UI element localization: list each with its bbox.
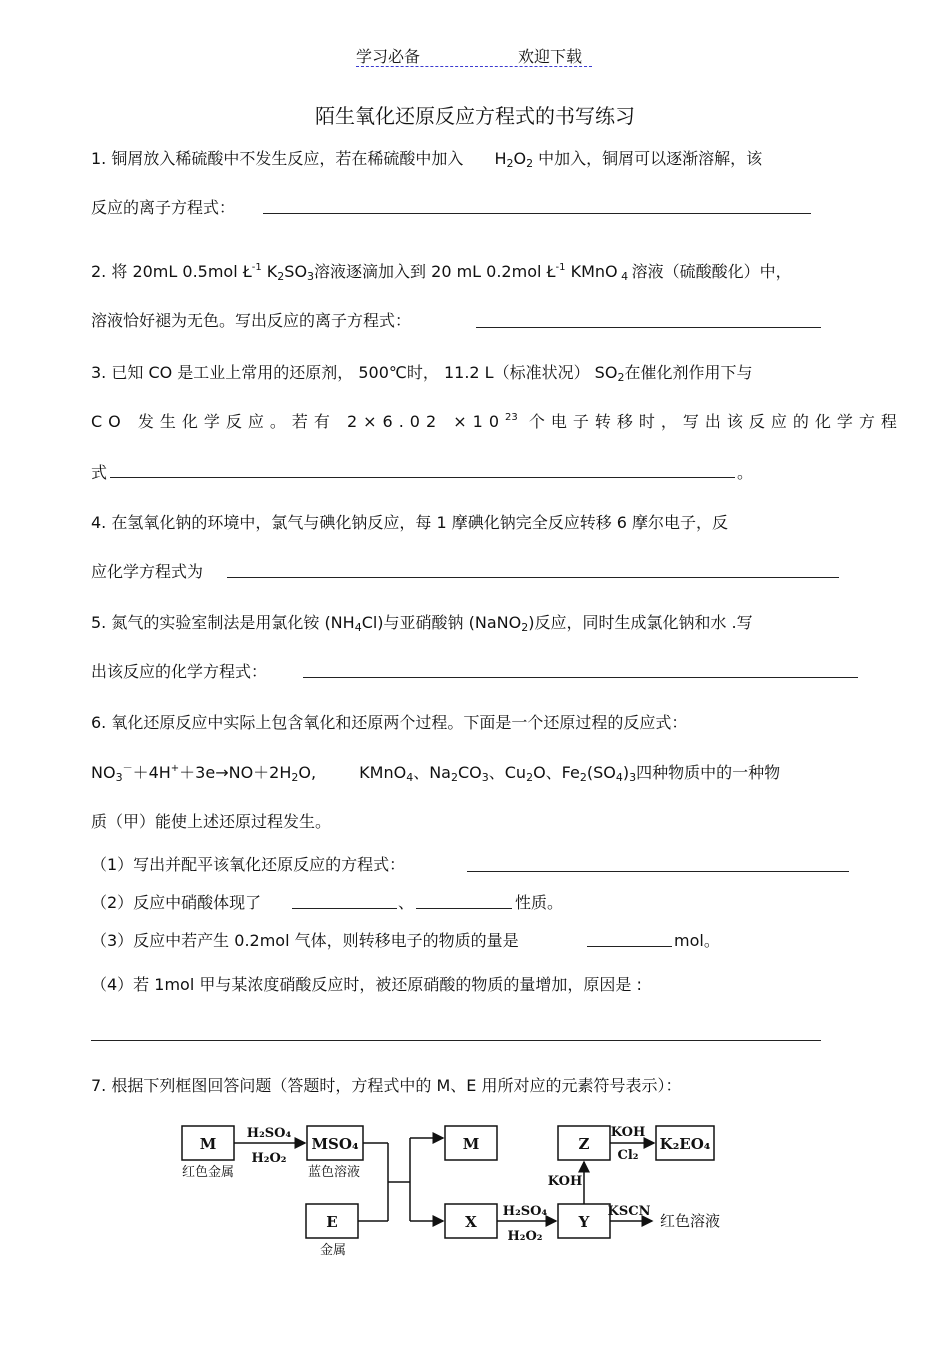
q2-answer-blank[interactable]	[476, 327, 821, 328]
q3-sub-2: 2	[617, 371, 625, 384]
q1-line1	[91, 146, 762, 169]
node-x: X	[465, 1213, 477, 1231]
subs-so: (SO	[586, 763, 616, 782]
node-m2: M	[462, 1135, 480, 1153]
q6-sub2-c: 性质。	[515, 893, 564, 912]
eq-sup-minus: －	[122, 763, 133, 774]
q2-sub-2: 2	[277, 270, 285, 283]
q6-sub3-blank[interactable]	[587, 946, 672, 947]
q6-sub3-b: mol。	[674, 931, 720, 950]
q1-line2: 反应的离子方程式：	[91, 198, 236, 217]
q5-line1	[91, 610, 753, 633]
q1-text-b: 中加入，铜屑可以逐渐溶解，该	[538, 149, 763, 168]
node-e: E	[326, 1213, 338, 1231]
q2-text-a: 2. 将 20mL 0.5mol Ł	[91, 262, 252, 281]
eq-h: ＋4H	[132, 763, 171, 782]
q6-equation	[91, 760, 780, 783]
q5-answer-blank[interactable]	[303, 677, 858, 678]
subs-na: 、Na	[413, 763, 451, 782]
node-k2eo4: K₂EO₄	[659, 1135, 711, 1153]
subs-fe: O、Fe	[533, 763, 580, 782]
subs-sub-2b: 2	[526, 771, 534, 784]
subs-sub-4b: 4	[615, 771, 623, 784]
header-left: 学习必备	[356, 47, 421, 66]
h2o2-formula: H2O2	[494, 149, 534, 170]
reagent-cl2: Cl₂	[617, 1148, 639, 1163]
reagent-koh: KOH	[610, 1125, 646, 1140]
reagent-h2o2-1: H₂O₂	[251, 1151, 287, 1166]
label-blue-solution: 蓝色溶液	[308, 1165, 361, 1180]
subs-co: CO	[457, 763, 482, 782]
q2-line2: 溶液恰好褪为无色。写出反应的离子方程式：	[91, 311, 412, 330]
q6-sub1: （1）写出并配平该氧化还原反应的方程式：	[91, 855, 406, 874]
q6-sub4: （4）若 1mol 甲与某浓度硝酸反应时，被还原硝酸的物质的量增加，原因是 :	[91, 975, 642, 994]
q5-text-c: )反应，同时生成氯化钠和水 .写	[528, 613, 753, 632]
eq-no3: NO	[91, 763, 116, 782]
label-red-solution: 红色溶液	[660, 1212, 721, 1230]
subs-tail: 四种物质中的一种物	[636, 763, 781, 782]
q2-sup-2: -1	[555, 262, 566, 273]
node-m: M	[199, 1135, 217, 1153]
subs-paren: )	[622, 763, 630, 782]
reagent-h2o2-2: H₂O₂	[507, 1229, 543, 1244]
reagent-h2so4-1: H₂SO₄	[246, 1126, 292, 1141]
subs-kmno: KMnO	[359, 763, 407, 782]
subs-sub-3a: 3	[481, 771, 489, 784]
header-divider	[356, 66, 592, 67]
q3-sup-23: 23	[505, 412, 518, 423]
eq-sub-2: 2	[291, 771, 299, 784]
node-mso4: MSO₄	[311, 1135, 359, 1153]
q2-text-f: 溶液（硫酸酸化）中，	[631, 262, 792, 281]
q6-sub2-blank2[interactable]	[416, 908, 512, 909]
q2-text-e: KMnO	[565, 262, 618, 281]
q4-line2: 应化学方程式为	[91, 562, 204, 581]
page-title: 陌生氧化还原反应方程式的书写练习	[315, 104, 635, 128]
label-red-metal: 红色金属	[182, 1165, 235, 1180]
q5-sub-4: 4	[354, 621, 362, 634]
q5-line2: 出该反应的化学方程式：	[91, 662, 268, 681]
q6-line1: 6. 氧化还原反应中实际上包含氧化和还原两个过程。下面是一个还原过程的反应式：	[91, 713, 688, 732]
q7-line1: 7. 根据下列框图回答问题（答题时，方程式中的 M、E 用所对应的元素符号表示）：	[91, 1076, 682, 1095]
reagent-h2so4-2: H₂SO₄	[502, 1204, 548, 1219]
reagent-koh-up: KOH	[547, 1174, 583, 1189]
q6-sub1-blank[interactable]	[467, 871, 849, 872]
q2-sup-1: -1	[251, 262, 262, 273]
q2-line1	[91, 259, 792, 282]
q1-answer-blank[interactable]	[263, 213, 811, 214]
q3-line2	[91, 409, 903, 432]
q6-sub2-a: （2）反应中硝酸体现了	[91, 893, 262, 912]
q3-text-c: CO 发生化学反应。若有 2×6.02 ×10	[91, 412, 506, 431]
node-z: Z	[578, 1135, 590, 1153]
q6-sub2-b: 、	[398, 893, 415, 912]
q6-sub4-blank[interactable]	[91, 1040, 821, 1041]
q1-text-a: 1. 铜屑放入稀硫酸中不发生反应，若在稀硫酸中加入	[91, 149, 464, 168]
q3-line3: 式	[91, 463, 108, 482]
q3-text-d: 个电子转移时，写出该反应的化学方程	[517, 412, 903, 431]
q2-text-b: K	[261, 262, 278, 281]
eq-rest: ＋3e→NO＋2H	[179, 763, 292, 782]
flow-diagram	[170, 1112, 770, 1272]
eq-o: O,	[298, 763, 317, 782]
header-right: 欢迎下载	[518, 47, 583, 66]
q3-line1	[91, 360, 752, 383]
q2-text-d: 溶液逐滴加入到 20 mL 0.2mol Ł	[314, 262, 556, 281]
reagent-kscn: KSCN	[607, 1204, 651, 1219]
q3-text-a: 3. 已知 CO 是工业上常用的还原剂， 500℃时， 11.2 L（标准状况） SO	[91, 363, 618, 382]
subs-sub-4: 4	[406, 771, 414, 784]
q3-answer-blank[interactable]	[110, 477, 735, 478]
q6-sub2-blank1[interactable]	[292, 908, 397, 909]
q3-end: 。	[737, 463, 754, 482]
subs-cu: 、Cu	[488, 763, 527, 782]
q6-line3: 质（甲）能使上述还原过程发生。	[91, 812, 332, 831]
eq-sup-plus: +	[170, 763, 180, 774]
q2-sub-3: 3	[307, 270, 315, 283]
q5-text-a: 5. 氮气的实验室制法是用氯化铵 (NH	[91, 613, 355, 632]
subs-sub-2a: 2	[450, 771, 458, 784]
q5-text-b: Cl)与亚硝酸钠 (NaNO	[361, 613, 522, 632]
q5-sub-2: 2	[521, 621, 529, 634]
q2-text-c: SO	[284, 262, 308, 281]
q2-sub-4: 4	[617, 270, 632, 283]
node-y: Y	[578, 1213, 590, 1231]
q4-answer-blank[interactable]	[227, 577, 839, 578]
q3-text-b: 在催化剂作用下与	[624, 363, 753, 382]
subs-sub-3b: 3	[629, 771, 637, 784]
label-metal: 金属	[320, 1243, 347, 1258]
q6-sub3-a: （3）反应中若产生 0.2mol 气体，则转移电子的物质的量是	[91, 931, 519, 950]
subs-sub-2c: 2	[579, 771, 587, 784]
q4-line1: 4. 在氢氧化钠的环境中，氯气与碘化钠反应，每 1 摩碘化钠完全反应转移 6 摩尔电子，反	[91, 513, 729, 532]
eq-sub-3: 3	[115, 771, 123, 784]
